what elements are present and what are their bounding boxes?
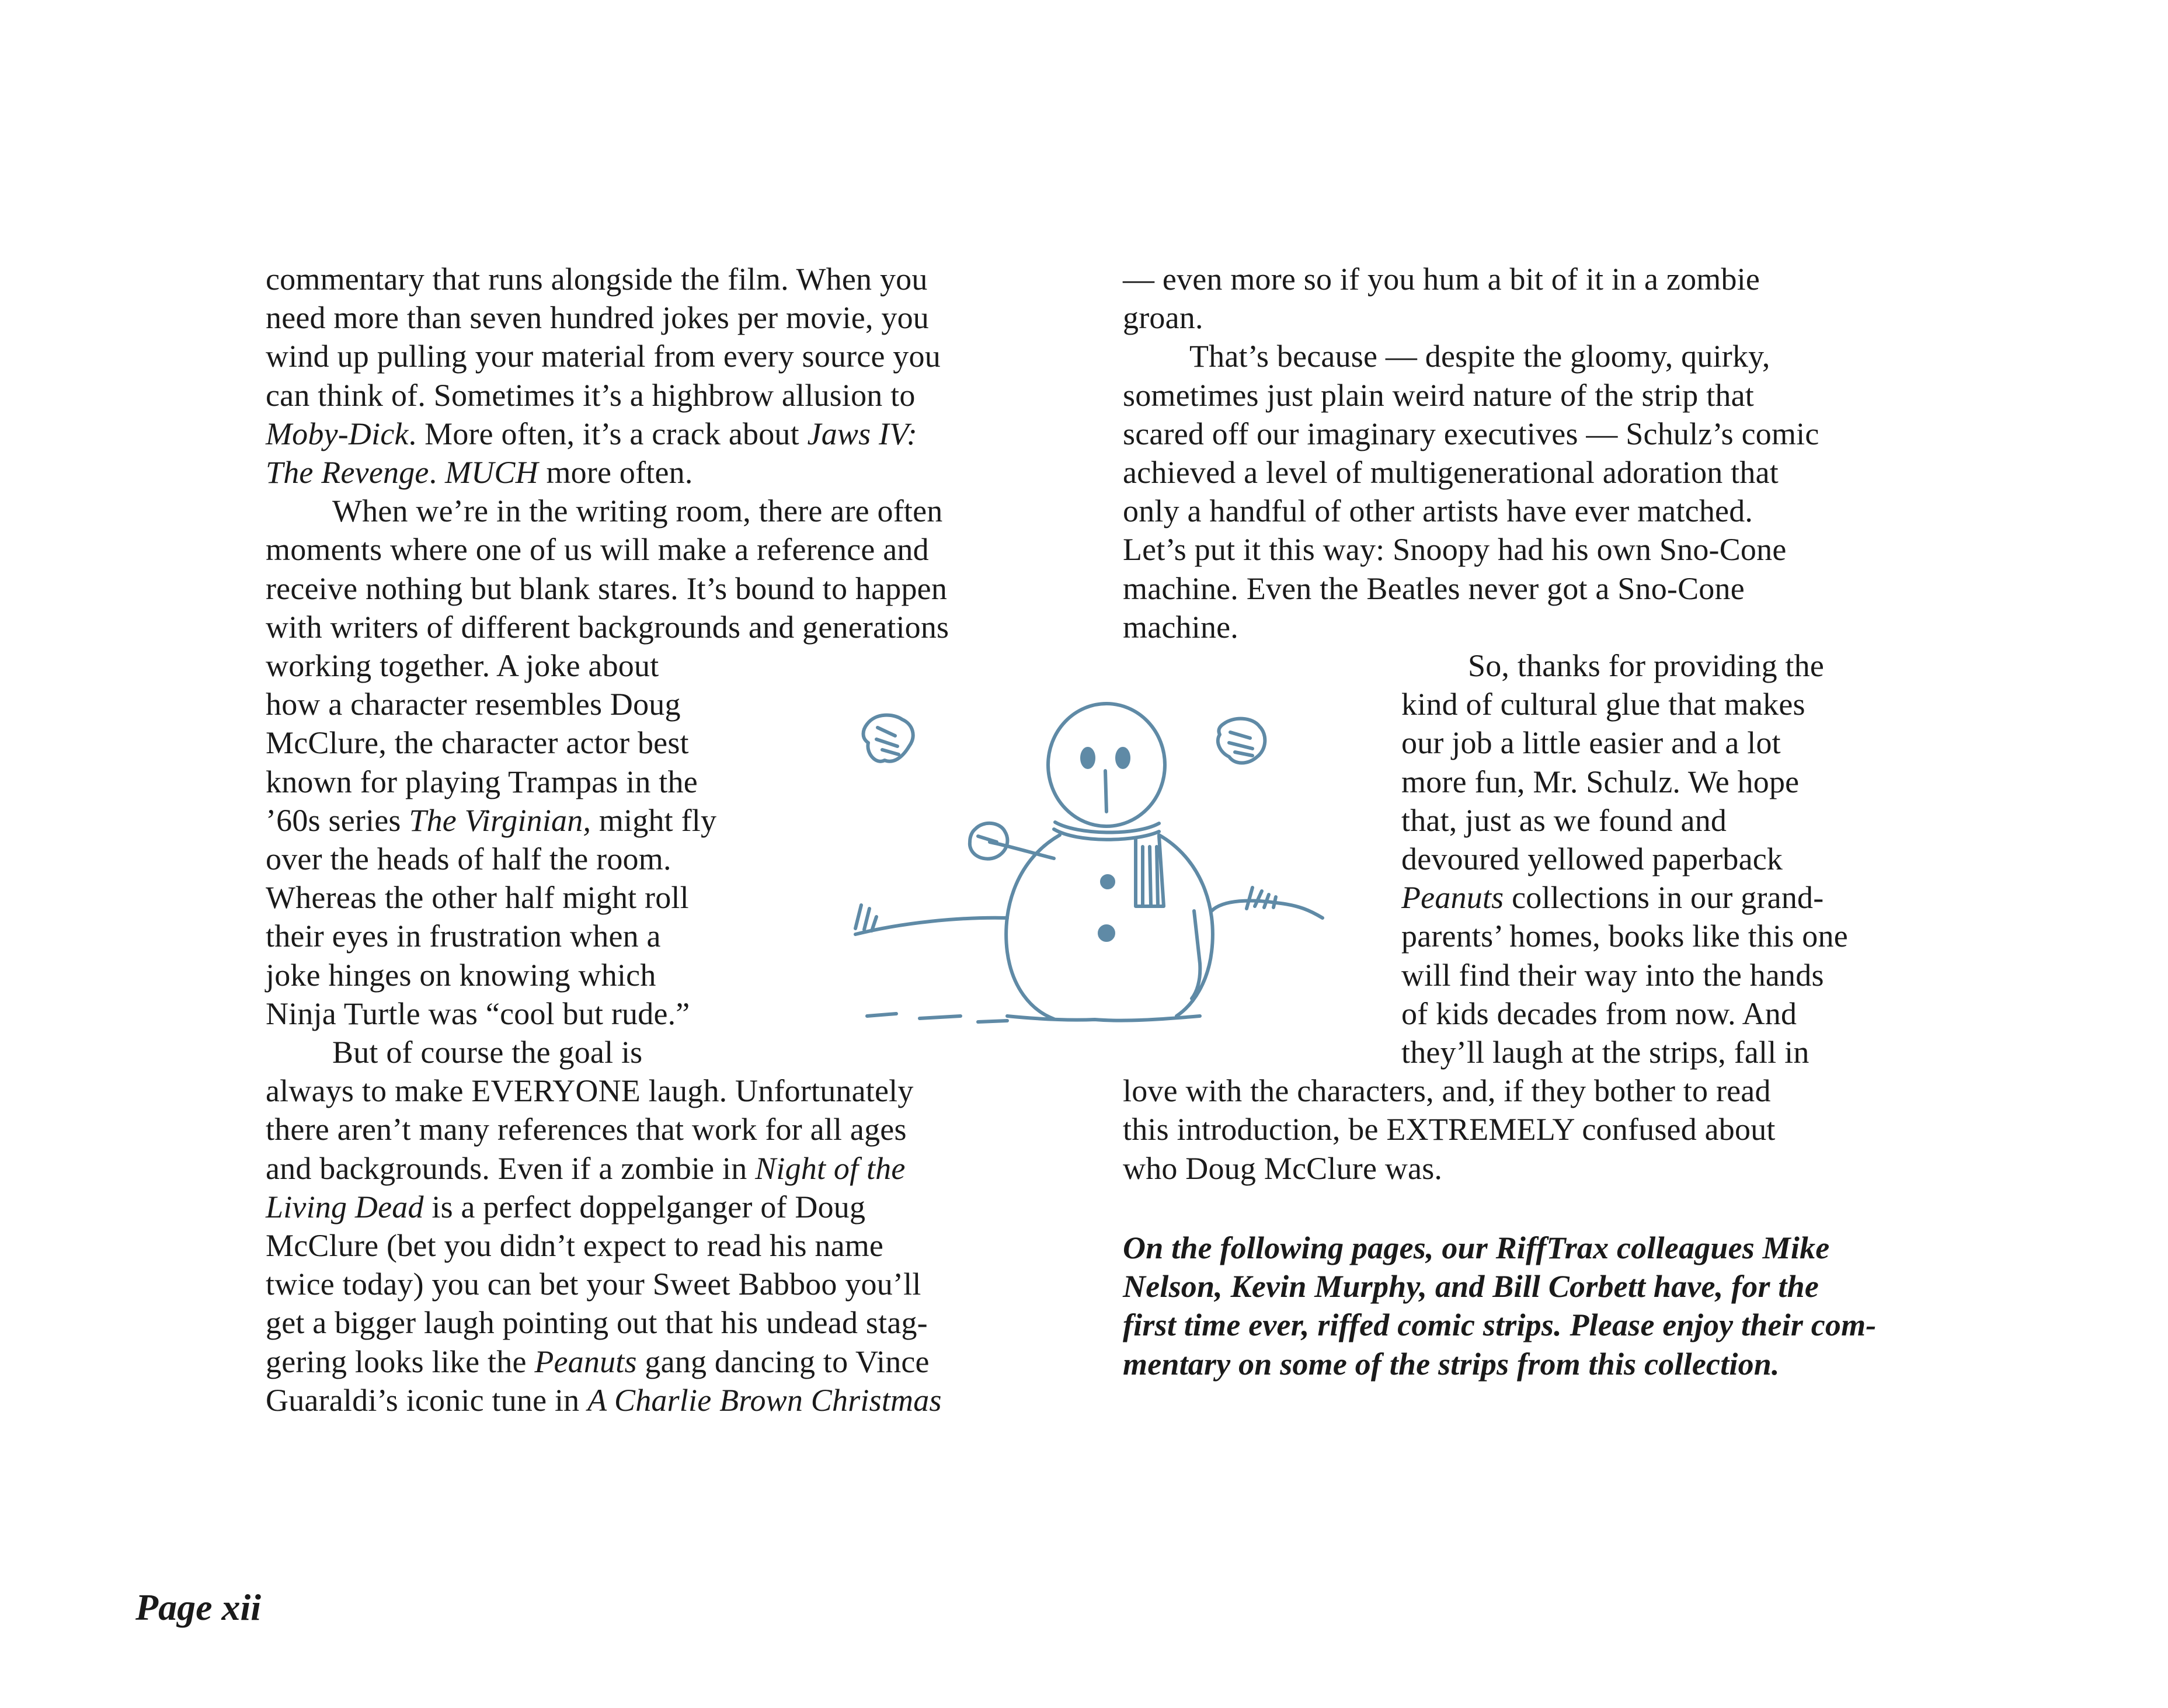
text-run: more fun, Mr. Schulz. We hope [1401,764,1800,799]
text-run: machine. Even the Beatles never got a Sno-Cone [1123,571,1745,606]
text-run: will find their way into the hands [1401,957,1824,993]
text-run: might fly [591,802,717,838]
text-run: Peanuts [1401,880,1504,916]
text-run: — even more so if you hum a bit of it in a zombie [1123,262,1760,297]
text-run: is a perfect doppelganger of Doug [423,1189,866,1225]
text-run: more often. [538,455,693,490]
text-run: kind of cultural glue that makes [1401,687,1805,722]
snowman-illustration [844,689,1334,1039]
right-column-line [1401,763,1799,801]
right-column-line [1401,917,1848,955]
right-column-line [1123,608,1238,646]
left-column-line [266,763,698,801]
right-column-line [1401,956,1824,994]
text-run: ’60s series [266,802,409,838]
page-number: Page xii [135,1587,262,1628]
text-run: Living Dead [266,1189,424,1225]
text-run: MUCH [444,455,538,490]
text-run: The Revenge [266,455,429,490]
right-column-line [1123,1110,1776,1149]
left-column-line [266,1149,906,1188]
text-run: devoured yellowed paperback [1401,841,1783,876]
text-run: who Doug McClure was. [1123,1150,1443,1186]
text-run: there aren’t many references that work for all ages [266,1112,907,1147]
text-run: of kids decades from now. And [1401,996,1797,1031]
text-run: gering looks like the [266,1344,535,1379]
snow-clump-left [864,715,913,761]
left-column-line [266,415,917,453]
right-column-line [1401,801,1727,840]
text-run: So, thanks for providing the [1468,648,1825,683]
left-column-line [266,376,916,415]
left-column-line [266,1110,907,1149]
right-column-line [1123,1149,1442,1188]
left-column-line [266,530,929,569]
right-column-line [1123,569,1745,608]
left-column-line [266,1381,942,1420]
left-column-line [266,956,656,994]
text-run: When we’re in the writing room, there are often [332,493,943,529]
right-column-line [1123,492,1753,530]
right-column-line [1123,415,1819,453]
text-run: only a handful of other artists have ever matched. [1123,493,1753,529]
text-run: The Virginian, [409,802,591,838]
text-run: always to make EVERYONE laugh. Unfortunately [266,1073,914,1109]
right-column-line [1401,994,1797,1033]
left-column-line [266,260,928,298]
right-column-line [1401,1033,1809,1072]
text-run: and backgrounds. Even if a zombie in [266,1150,756,1186]
text-run: groan. [1123,300,1203,336]
right-column-line [1123,260,1760,298]
left-column-line [266,723,689,762]
right-column-line [1123,530,1787,569]
text-run: known for playing Trampas in the [266,764,698,799]
left-column-line [266,1342,930,1381]
text-run: scared off our imaginary executives — Schulz’s comic [1123,416,1819,451]
left-column-line [266,801,716,840]
left-column-line [266,1226,883,1265]
right-column-line [1401,878,1824,917]
text-run: how a character resembles Doug [266,687,681,722]
text-run: receive nothing but blank stares. It’s bound to happen [266,571,948,606]
text-run: parents’ homes, books like this one [1401,919,1848,954]
left-column-line [266,1303,928,1342]
text-run: Moby-Dick [266,416,409,451]
left-column-line [266,917,661,955]
text-run: our job a little easier and a lot [1401,725,1781,761]
left-column-line [266,298,929,337]
text-run: . [429,455,445,490]
text-run: Night of the [755,1150,906,1186]
left-column-line [266,646,659,685]
text-run: achieved a level of multigenerational adoration that [1123,455,1779,490]
right-column-line [1401,685,1805,723]
snow-clump-right [1218,719,1265,763]
text-run: this introduction, be EXTREMELY confused about [1123,1112,1776,1147]
right-column-line [1401,723,1781,762]
text-run: gang dancing to Vince [636,1344,930,1379]
editor-note-line: On the following pages, our RiffTrax colleagues Mike [1123,1230,1830,1265]
right-column-line [1123,376,1754,415]
editor-note-line: Nelson, Kevin Murphy, and Bill Corbett have, for the [1123,1269,1819,1305]
text-run: Ninja Turtle was “cool but rude.” [266,996,690,1031]
text-run: can think of. Sometimes it’s a highbrow allusion to [266,377,916,413]
text-run: moments where one of us will make a reference and [266,532,929,568]
text-run: McClure (bet you didn’t expect to read his name [266,1228,884,1263]
left-column-line [266,1188,865,1226]
text-run: Jaws IV: [807,416,918,451]
text-run: with writers of different backgrounds and generations [266,609,949,645]
right-column-line [1123,453,1779,492]
left-column-line [266,994,690,1033]
text-run: that, just as we found and [1401,802,1727,838]
text-run: they’ll laugh at the strips, fall in [1401,1035,1809,1070]
text-run: twice today) you can bet your Sweet Babboo you’ll [266,1267,921,1302]
text-run: But of course the goal is [332,1035,643,1070]
left-column-line [266,569,947,608]
text-run: love with the characters, and, if they bother to read [1123,1073,1771,1109]
text-run: . More often, it’s a crack about [408,416,808,451]
left-column-line [266,1072,914,1110]
left-column-line [266,337,941,375]
text-run: McClure, the character actor best [266,725,689,761]
left-column-line [266,453,693,492]
text-run: A Charlie Brown Christmas [587,1382,942,1418]
left-column-line [266,1265,921,1303]
left-column-line [266,608,949,646]
text-run: wind up pulling your material from every source you [266,339,941,374]
text-run: Peanuts [534,1344,637,1379]
left-column-line [266,840,671,878]
right-column-line [1189,337,1770,375]
right-column-line [1401,840,1783,878]
right-column-line [1123,298,1203,337]
left-column-line [266,878,689,917]
text-run: working together. A joke about [266,648,659,683]
text-run: collections in our grand- [1504,880,1824,916]
text-run: commentary that runs alongside the film. When you [266,262,928,297]
left-column-line [332,1033,642,1072]
text-run: Let’s put it this way: Snoopy had his own Sno-Cone [1123,532,1787,568]
editor-note-line: first time ever, riffed comic strips. Please enjoy their com- [1123,1307,1877,1343]
right-column-line [1123,1072,1771,1110]
text-run: sometimes just plain weird nature of the strip that [1123,377,1754,413]
text-run: machine. [1123,609,1239,645]
text-run: need more than seven hundred jokes per movie, you [266,300,929,336]
text-run: get a bigger laugh pointing out that his undead stag- [266,1305,928,1341]
editor-note-line: mentary on some of the strips from this collection. [1123,1346,1780,1382]
text-run: joke hinges on knowing which [266,957,656,993]
left-column-line [332,492,942,530]
left-column-line [266,685,681,723]
text-run: their eyes in frustration when a [266,919,661,954]
text-run: That’s because — despite the gloomy, quirky, [1189,339,1770,374]
text-run: over the heads of half the room. [266,841,671,876]
text-run: Whereas the other half might roll [266,880,689,916]
text-run: Guaraldi’s iconic tune in [266,1382,588,1418]
right-column-line [1468,646,1824,685]
